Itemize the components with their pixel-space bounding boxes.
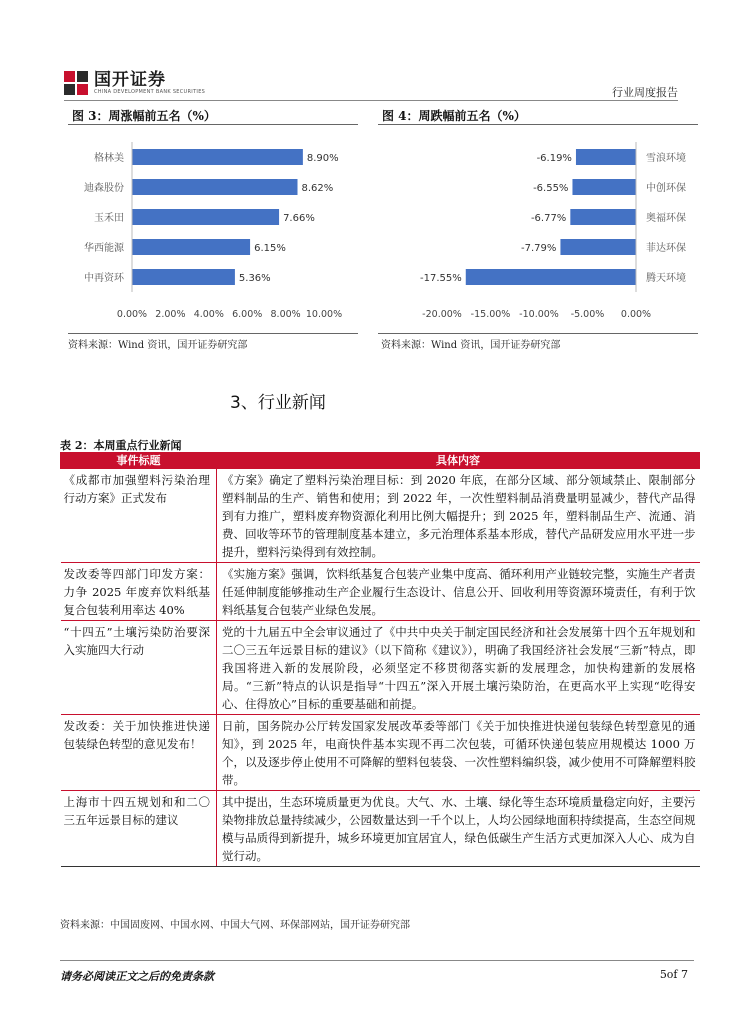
table-row <box>61 791 700 867</box>
figure-3-source: 资料来源：Wind 资讯，国开证券研究部 <box>68 340 248 351</box>
logo-mark-icon <box>64 71 88 95</box>
figure-4-source: 资料来源：Wind 资讯，国开证券研究部 <box>381 340 561 351</box>
x-tick-label: 10.00% <box>305 309 343 320</box>
x-tick-label: 0.00% <box>620 309 652 320</box>
category-label: 中再资环 <box>84 273 124 284</box>
header-event-title: 事件标题 <box>61 453 217 469</box>
event-title-cell: “十四五”土壤污染防治要深入实施四大行动 <box>61 621 217 715</box>
event-content-cell: 《实施方案》强调，饮料纸基复合包装产业集中度高、循环利用产业链较完整，实施生产者责任延伸制度能够推动生产企业履行生态设计、信息公开、回收利用等资源环境责任，有利于饮料纸基复合包装产业绿色发展。 <box>217 563 700 621</box>
x-tick-label: -15.00% <box>470 309 511 320</box>
event-content-cell: 日前，国务院办公厅转发国家发展改革委等部门《关于加快推进快递包装绿色转型意见的通知》，到 2025 年，电商快件基本实现不再二次包装，可循环快递包装应用规模达 1000 万个，以及逐步停止使用不可降解的塑料包装袋、一次性塑料编织袋，减少使用不可降解塑料胶带。 <box>217 715 700 791</box>
event-content-cell: 其中提出，生态环境质量更为优良。大气、水、土壤、绿化等生态环境质量稳定向好，主要污染物排放总量持续减少，公园数量达到一千个以上，人均公园绿地面积持续提高，生态空间规模与品质得到新提升，城乡环境更加宜居宜人，绿色低碳生产生活方式更加深入人心、成为自觉行动。 <box>217 791 700 867</box>
figure-4-bottom-rule <box>378 333 698 334</box>
x-tick-label: -5.00% <box>570 309 605 320</box>
x-tick-label: 2.00% <box>155 309 186 320</box>
news-table <box>60 452 700 867</box>
losers-bar-chart <box>378 130 698 330</box>
event-title-cell: 上海市十四五规划和和二〇三五年远景目标的建议 <box>61 791 217 867</box>
event-content-cell: 《方案》确定了塑料污染治理目标：到 2020 年底，在部分区域、部分领域禁止、限制部分塑料制品的生产、销售和使用；到 2022 年，一次性塑料制品消费量明显减少，替代产品得到有力推广，塑料废弃物资源化利用比例大幅提升；到 2025 年，塑料制品生产、流通、消费、回收等环节的管理制度基本建立，多元治理体系基本形成，替代产品研发应用水平进一步提升，塑料污染得到有效控制。 <box>217 469 700 563</box>
disclaimer-note: 请务必阅读正文之后的免责条款 <box>60 970 214 983</box>
category-label: 中创环保 <box>646 183 686 194</box>
footer-divider <box>60 960 694 961</box>
x-tick-label: 4.00% <box>193 309 224 320</box>
company-logo <box>64 70 205 96</box>
x-tick-label: 6.00% <box>232 309 263 320</box>
data-label: -17.55% <box>420 273 462 284</box>
table-title: 表 2：本周重点行业新闻 <box>60 439 182 452</box>
category-label: 迪森股份 <box>84 183 124 194</box>
data-label: 7.66% <box>283 213 315 224</box>
figure-4-title: 图 4：周跌幅前五名（%） <box>382 109 526 123</box>
table-header-row <box>61 453 700 469</box>
event-title-cell: 发改委：关于加快推进快递包装绿色转型的意见发布！ <box>61 715 217 791</box>
data-label: 6.15% <box>254 243 286 254</box>
data-label: 5.36% <box>238 273 271 284</box>
logo-name-cn: 国开证券 <box>94 70 166 90</box>
table-row <box>61 469 700 563</box>
header-content: 具体内容 <box>217 453 700 469</box>
data-label: 8.90% <box>306 153 339 164</box>
bar <box>132 179 298 195</box>
data-label: -6.55% <box>533 183 569 194</box>
table-row <box>61 621 700 715</box>
gainers-bar-chart <box>68 130 358 330</box>
table-row <box>61 563 700 621</box>
x-tick-label: -10.00% <box>519 309 559 320</box>
bar <box>572 179 636 195</box>
bar <box>132 239 250 255</box>
page-number: 5of 7 <box>659 968 688 981</box>
figure-3-top-rule <box>68 124 358 125</box>
bar <box>132 209 279 225</box>
category-label: 奥福环保 <box>646 213 686 224</box>
data-label: -7.79% <box>521 243 557 254</box>
x-tick-label: -20.00% <box>422 309 462 320</box>
event-title-cell: 《成都市加强塑料污染治理行动方案》正式发布 <box>61 469 217 563</box>
header-divider <box>64 100 678 101</box>
data-label: -6.19% <box>536 153 572 164</box>
x-tick-label: 0.00% <box>116 309 148 320</box>
category-label: 腾天环境 <box>646 273 686 284</box>
logo-name-en: CHINA DEVELOPMENT BANK SECURITIES <box>94 89 206 95</box>
figure-3-title: 图 3：周涨幅前五名（%） <box>72 109 216 123</box>
x-tick-label: 8.00% <box>270 309 301 320</box>
bar <box>560 239 636 255</box>
category-label: 雪浪环境 <box>646 153 686 164</box>
data-label: 8.62% <box>301 183 334 194</box>
table-source: 资料来源：中国固废网、中国水网、中国大气网、环保部网站，国开证券研究部 <box>60 920 410 931</box>
bar <box>132 149 303 165</box>
figure-3-bottom-rule <box>68 333 358 334</box>
bar <box>576 149 636 165</box>
data-label: -6.77% <box>530 213 567 224</box>
bar <box>570 209 636 225</box>
category-label: 华西能源 <box>84 243 124 254</box>
bar <box>132 269 235 285</box>
category-label: 玉禾田 <box>94 213 124 224</box>
section-title: 3、行业新闻 <box>230 393 326 413</box>
category-label: 菲达环保 <box>646 243 686 254</box>
logo-text <box>94 71 205 95</box>
table-row <box>61 715 700 791</box>
event-title-cell: 发改委等四部门印发方案：力争 2025 年废弃饮料纸基复合包装利用率达 40% <box>61 563 217 621</box>
bar <box>466 269 636 285</box>
report-type: 行业周度报告 <box>612 86 678 99</box>
event-content-cell: 党的十九届五中全会审议通过了《中共中央关于制定国民经济和社会发展第十四个五年规划和二〇三五年远景目标的建议》（以下简称《建议》），明确了我国经济社会发展“三新”特点，即我国将进入新的发展阶段，必须坚定不移贯彻落实新的发展理念，加快构建新的发展格局。“三新”特点的认识是指导“十四五”深入开展土壤污染防治，在更高水平上实现“吃得安心、住得放心”目标的重要基础和前提。 <box>217 621 700 715</box>
figure-4-top-rule <box>378 124 698 125</box>
category-label: 格林美 <box>94 153 124 164</box>
